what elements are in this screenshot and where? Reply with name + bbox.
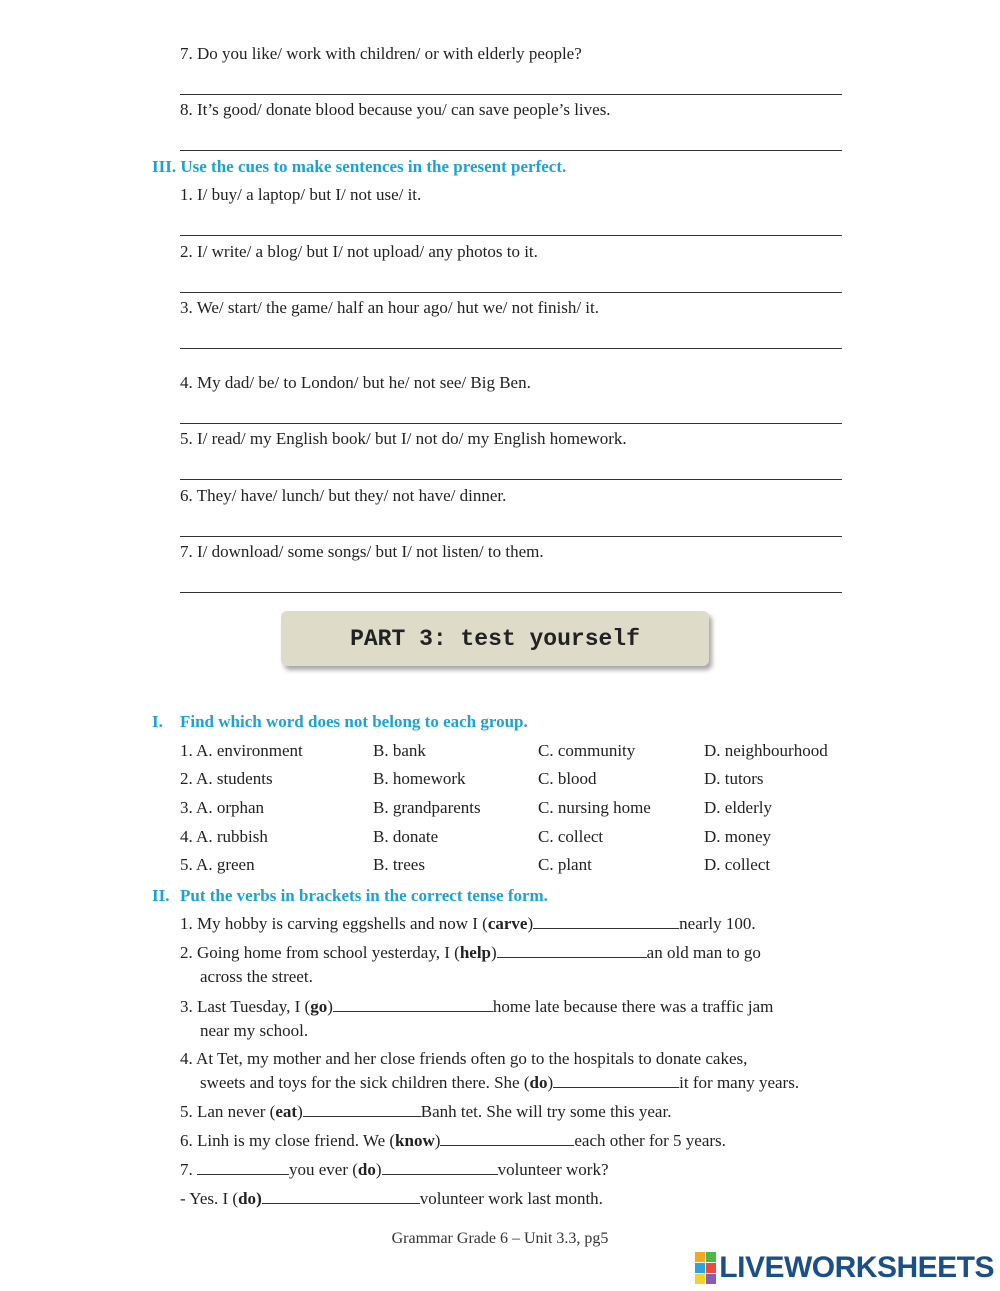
bracket: ) (375, 1160, 382, 1179)
bracket: ) (527, 914, 534, 933)
brand-text: LIVEWORKSHEETS (719, 1251, 994, 1284)
answer-blank[interactable] (382, 1160, 498, 1175)
choice-c[interactable]: C. plant (538, 855, 592, 874)
answer-line[interactable] (180, 348, 842, 349)
bracket: ) (491, 943, 497, 962)
choice-d[interactable]: D. tutors (704, 769, 764, 788)
verb: carve (487, 914, 528, 933)
question-text: 2. Going home from school yesterday, I ( (180, 943, 460, 962)
bracket: ) (297, 1102, 303, 1121)
choice-d[interactable]: D. money (704, 827, 772, 846)
answer-line[interactable] (180, 292, 842, 293)
answer-blank[interactable] (533, 914, 679, 929)
question-line (180, 914, 756, 934)
question-text: 3. We/ start/ the game/ half an hour ago/ hut we/ not finish/ it. (180, 298, 599, 317)
question-line (200, 1073, 799, 1093)
answer-blank[interactable] (497, 943, 647, 958)
choice-b[interactable]: B. grandparents (373, 798, 481, 817)
question-text: 6. They/ have/ lunch/ but they/ not have/ dinner. (180, 486, 507, 505)
page-footer: Grammar Grade 6 – Unit 3.3, pg5 (391, 1230, 609, 1247)
answer-line[interactable] (180, 592, 842, 593)
question-text: nearly 100. (679, 914, 756, 933)
logo-square (695, 1274, 705, 1284)
liveworksheets-icon (695, 1252, 716, 1284)
verb: eat (275, 1102, 298, 1121)
question-line (180, 1160, 609, 1180)
verb: do (238, 1189, 257, 1208)
choice-a[interactable]: 5. A. green (180, 855, 255, 874)
answer-blank[interactable] (333, 997, 493, 1012)
answer-blank[interactable] (303, 1102, 421, 1117)
question-line (180, 1189, 603, 1209)
verb: help (459, 943, 491, 962)
choice-a[interactable]: 1. A. environment (180, 741, 303, 760)
question-text: home late because there was a traffic jam (492, 997, 774, 1016)
answer-blank[interactable] (553, 1073, 679, 1088)
question-text: 1. My hobby is carving eggshells and now I ( (180, 914, 488, 933)
choice-a[interactable]: 4. A. rubbish (180, 827, 268, 846)
choice-c[interactable]: C. blood (538, 769, 597, 788)
choice-d[interactable]: D. collect (704, 855, 771, 874)
verb: go (310, 997, 328, 1016)
question-text: you ever ( (289, 1160, 358, 1179)
answer-blank[interactable] (262, 1189, 420, 1204)
question-text: an old man to go (646, 943, 761, 962)
heading-number: I. (152, 712, 163, 731)
choice-c[interactable]: C. community (538, 741, 636, 760)
choice-b[interactable]: B. donate (373, 827, 439, 846)
choice-a[interactable]: 3. A. orphan (180, 798, 265, 817)
question-text: each other for 5 years. (574, 1131, 726, 1150)
choice-c[interactable]: C. nursing home (538, 798, 651, 817)
question-line (180, 1102, 671, 1122)
brand-logo (695, 1251, 994, 1285)
question-text: 7. Do you like/ work with children/ or with elderly people? (180, 44, 582, 63)
question-continuation: across the street. (200, 967, 313, 986)
answer-line[interactable] (180, 235, 842, 236)
answer-blank[interactable] (197, 1160, 289, 1175)
logo-square (706, 1274, 716, 1284)
choice-d[interactable]: D. neighbourhood (704, 741, 828, 760)
question-text: 3. Last Tuesday, I ( (180, 997, 311, 1016)
question-text: Banh tet. She will try some this year. (420, 1102, 672, 1121)
question-text: 7. I/ download/ some songs/ but I/ not listen/ to them. (180, 542, 544, 561)
logo-square (706, 1252, 716, 1262)
answer-line[interactable] (180, 423, 842, 424)
question-text: it for many years. (679, 1073, 800, 1092)
choice-c[interactable]: C. collect (538, 827, 604, 846)
part-title: PART 3: test yourself (350, 625, 640, 652)
question-text: 4. At Tet, my mother and her close friends often go to the hospitals to donate cakes, (180, 1049, 748, 1068)
question-line (180, 1131, 726, 1151)
choice-b[interactable]: B. homework (373, 769, 466, 788)
question-text: 5. Lan never ( (180, 1102, 276, 1121)
bracket: ) (327, 997, 333, 1016)
question-text: - Yes. I ( (180, 1189, 239, 1208)
section-heading (152, 886, 548, 906)
question-text: 8. It’s good/ donate blood because you/ can save people’s lives. (180, 100, 611, 119)
answer-line[interactable] (180, 94, 842, 95)
bracket: ) (256, 1189, 262, 1208)
logo-square (695, 1252, 705, 1262)
question-line (180, 997, 773, 1017)
choice-a[interactable]: 2. A. students (180, 769, 273, 788)
answer-line[interactable] (180, 479, 842, 480)
heading-text: Put the verbs in brackets in the correct tense form. (180, 886, 548, 905)
bracket: ) (547, 1073, 554, 1092)
logo-square (695, 1263, 705, 1273)
question-line (180, 943, 761, 963)
bracket: ) (434, 1131, 441, 1150)
heading-number: II. (152, 886, 170, 905)
question-text: 7. (180, 1160, 197, 1179)
choice-b[interactable]: B. trees (373, 855, 425, 874)
question-continuation: near my school. (200, 1021, 309, 1040)
part-banner (281, 611, 709, 666)
choice-b[interactable]: B. bank (373, 741, 426, 760)
verb: do (357, 1160, 376, 1179)
question-text: 5. I/ read/ my English book/ but I/ not do/ my English homework. (180, 429, 627, 448)
answer-line[interactable] (180, 150, 842, 151)
question-text: volunteer work last month. (419, 1189, 603, 1208)
question-text: 1. I/ buy/ a laptop/ but I/ not use/ it. (180, 185, 422, 204)
answer-line[interactable] (180, 536, 842, 537)
question-text: 4. My dad/ be/ to London/ but he/ not see/ Big Ben. (180, 373, 531, 392)
question-text: 6. Linh is my close friend. We ( (180, 1131, 396, 1150)
question-text: volunteer work? (497, 1160, 609, 1179)
question-text: sweets and toys for the sick children there. She ( (200, 1073, 530, 1092)
verb: know (395, 1131, 435, 1150)
question-text: 2. I/ write/ a blog/ but I/ not upload/ any photos to it. (180, 242, 538, 261)
heading-text: Find which word does not belong to each group. (180, 712, 528, 731)
section-heading: III. Use the cues to make sentences in the present perfect. (152, 157, 567, 176)
section-heading (152, 712, 528, 732)
logo-square (706, 1263, 716, 1273)
answer-blank[interactable] (440, 1131, 574, 1146)
choice-d[interactable]: D. elderly (704, 798, 772, 817)
verb: do (529, 1073, 548, 1092)
